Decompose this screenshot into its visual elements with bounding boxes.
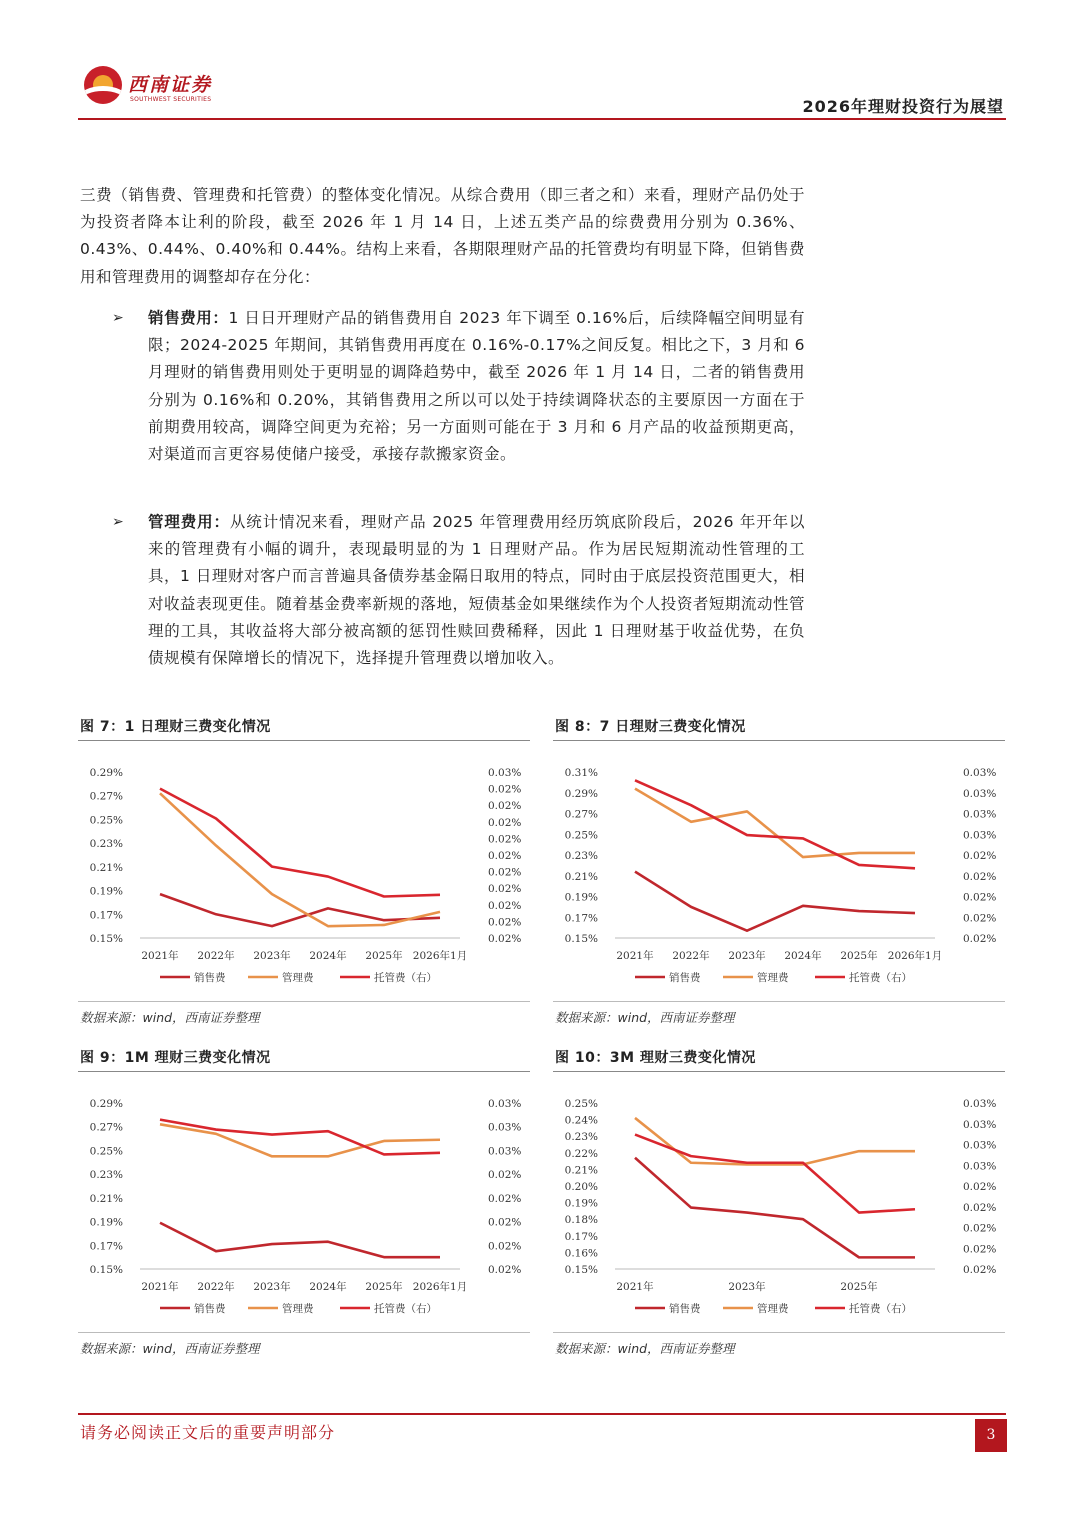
y-right-tick-label: 0.02% <box>488 916 522 929</box>
y-left-tick-label: 0.19% <box>89 885 123 898</box>
bullet-icon: ➢ <box>112 514 124 530</box>
report-title: 2026年理财投资行为展望 <box>802 97 1004 116</box>
x-tick-label: 2023年 <box>253 1281 291 1293</box>
y-left-tick-label: 0.17% <box>564 912 598 925</box>
figure-title: 图 9：1M 理财三费变化情况 <box>80 1050 271 1066</box>
x-tick-label: 2021年 <box>616 950 654 962</box>
x-tick-label: 2023年 <box>728 1281 766 1293</box>
figure-rule <box>78 740 530 741</box>
company-logo-icon <box>84 66 122 104</box>
y-right-tick-label: 0.02% <box>488 899 522 912</box>
figure-9 <box>78 1047 530 1359</box>
intro-paragraph: 三费（销售费、管理费和托管费）的整体变化情况。从综合费用（即三者之和）来看，理财产品仍处于为投资者降本让利的阶段，截至 2026 年 1 月 14 日，上述五类产品的综费费用分别为 0.36%、0.43%、0.44%、0.40%和 0.44%。结构上来看，各期限理财产品的托管费均有明显下降，但销售费用和管理费用的调整却存在分化： <box>80 186 805 286</box>
y-left-tick-label: 0.19% <box>564 891 598 904</box>
figure-rule <box>78 1001 530 1002</box>
figure-10 <box>553 1047 1005 1359</box>
figure-source: 数据来源：wind，西南证券整理 <box>555 1010 735 1025</box>
series-line-1 <box>160 793 440 926</box>
y-left-tick-label: 0.21% <box>89 861 123 874</box>
chart-3m <box>553 1077 1005 1332</box>
y-left-tick-label: 0.29% <box>564 787 598 800</box>
y-left-tick-label: 0.25% <box>89 814 123 827</box>
x-tick-label: 2025年 <box>365 1281 403 1293</box>
figure-rule <box>553 1001 1005 1002</box>
series-line-2 <box>635 780 915 868</box>
y-right-tick-label: 0.03% <box>488 1098 522 1110</box>
y-right-tick-label: 0.03% <box>963 1139 997 1152</box>
figure-rule <box>553 740 1005 741</box>
legend-label: 托管费（右） <box>374 1303 437 1315</box>
mgmt-fee-text: 从统计情况来看，理财产品 2025 年管理费用经历筑底阶段后，2026 年开年以来的管理费有小幅的调升，表现最明显的为 1 日理财产品。作为居民短期流动性管理的工具，1 日理财对客户而言普遍具备债券基金隔日取用的特点，同时由于底层投资范围更大，相对收益表现更佳。随着基金费率新规的落地，短债基金如果继续作为个人投资者短期流动性管理的工具，其收益将大部分被高额的惩罚性赎回费稀释，因此 1 日理财基于收益优势，在负债规模有保障增长的情况下，选择提升管理费以增加收入。 <box>148 513 805 668</box>
y-left-tick-label: 0.23% <box>89 838 123 851</box>
y-left-tick-label: 0.27% <box>564 808 598 821</box>
y-left-tick-label: 0.21% <box>89 1192 123 1205</box>
y-left-tick-label: 0.25% <box>564 829 598 842</box>
x-tick-label: 2024年 <box>784 950 822 962</box>
y-right-tick-label: 0.02% <box>963 1222 997 1235</box>
legend-label: 管理费 <box>757 972 789 984</box>
x-tick-label: 2025年 <box>840 1281 878 1293</box>
y-left-tick-label: 0.23% <box>89 1169 123 1182</box>
y-right-tick-label: 0.02% <box>488 866 522 879</box>
figure-source: 数据来源：wind，西南证券整理 <box>80 1341 260 1356</box>
y-left-tick-label: 0.29% <box>89 1098 123 1110</box>
x-tick-label: 2024年 <box>309 950 347 962</box>
y-right-tick-label: 0.02% <box>963 1264 997 1276</box>
y-right-tick-label: 0.03% <box>963 808 997 821</box>
legend-label: 销售费 <box>194 1303 226 1315</box>
y-left-tick-label: 0.31% <box>564 767 598 779</box>
y-right-tick-label: 0.02% <box>963 933 997 945</box>
y-right-tick-label: 0.02% <box>488 783 522 796</box>
chart-7d <box>553 746 1005 1001</box>
page-header <box>78 62 1006 120</box>
y-left-tick-label: 0.27% <box>89 790 123 803</box>
x-tick-label: 2024年 <box>309 1281 347 1293</box>
x-tick-label: 2022年 <box>672 950 710 962</box>
legend-label: 管理费 <box>757 1303 789 1315</box>
legend-label: 管理费 <box>282 972 314 984</box>
x-tick-label: 2023年 <box>253 950 291 962</box>
y-left-tick-label: 0.15% <box>89 1264 123 1276</box>
y-right-tick-label: 0.02% <box>963 850 997 862</box>
figure-title: 图 10：3M 理财三费变化情况 <box>555 1050 756 1066</box>
y-left-tick-label: 0.23% <box>564 850 598 862</box>
series-line-0 <box>635 1158 915 1258</box>
figure-rule <box>553 1071 1005 1072</box>
x-tick-label: 2021年 <box>141 1281 179 1293</box>
y-right-tick-label: 0.02% <box>963 912 997 925</box>
legend-label: 托管费（右） <box>374 972 437 984</box>
y-left-tick-label: 0.18% <box>564 1214 598 1227</box>
figure-8 <box>553 716 1005 1028</box>
y-left-tick-label: 0.24% <box>564 1114 598 1127</box>
x-tick-label: 2022年 <box>197 950 235 962</box>
y-left-tick-label: 0.20% <box>564 1181 598 1193</box>
y-left-tick-label: 0.17% <box>564 1230 598 1243</box>
y-left-tick-label: 0.27% <box>89 1121 123 1134</box>
y-right-tick-label: 0.02% <box>963 1181 997 1193</box>
figure-source: 数据来源：wind，西南证券整理 <box>555 1341 735 1356</box>
chart-1d <box>78 746 530 1001</box>
series-line-2 <box>160 1120 440 1155</box>
mgmt-fee-label: 管理费用： <box>148 513 230 531</box>
legend-label: 托管费（右） <box>849 972 912 984</box>
y-left-tick-label: 0.15% <box>564 933 598 945</box>
y-left-tick-label: 0.19% <box>89 1216 123 1229</box>
legend-label: 托管费（右） <box>849 1303 912 1315</box>
y-right-tick-label: 0.03% <box>963 1160 997 1173</box>
sales-fee-label: 销售费用： <box>148 309 229 327</box>
x-tick-label: 2026年1月 <box>887 950 943 962</box>
y-left-tick-label: 0.21% <box>564 870 598 883</box>
series-line-2 <box>160 789 440 897</box>
x-tick-label: 2025年 <box>365 950 403 962</box>
y-right-tick-label: 0.03% <box>963 1098 997 1110</box>
disclaimer-note: 请务必阅读正文后的重要声明部分 <box>80 1423 336 1442</box>
y-right-tick-label: 0.02% <box>488 933 522 945</box>
y-right-tick-label: 0.02% <box>488 1169 522 1182</box>
footer-divider <box>78 1413 1006 1415</box>
y-right-tick-label: 0.02% <box>488 883 522 896</box>
legend-label: 销售费 <box>669 972 701 984</box>
figure-rule <box>78 1332 530 1333</box>
y-right-tick-label: 0.03% <box>488 1121 522 1134</box>
y-left-tick-label: 0.17% <box>89 1240 123 1253</box>
x-tick-label: 2021年 <box>141 950 179 962</box>
logo-text-en: SOUTHWEST SECURITIES <box>130 96 212 103</box>
chart-1m <box>78 1077 530 1332</box>
y-right-tick-label: 0.02% <box>963 891 997 904</box>
x-tick-label: 2022年 <box>197 1281 235 1293</box>
y-right-tick-label: 0.02% <box>488 1240 522 1253</box>
figure-title: 图 7：1 日理财三费变化情况 <box>80 719 271 735</box>
legend-label: 销售费 <box>194 972 226 984</box>
x-tick-label: 2026年1月 <box>412 950 468 962</box>
x-tick-label: 2026年1月 <box>412 1281 468 1293</box>
y-left-tick-label: 0.21% <box>564 1164 598 1177</box>
y-left-tick-label: 0.19% <box>564 1197 598 1210</box>
bullet-icon: ➢ <box>112 310 124 326</box>
y-right-tick-label: 0.02% <box>488 850 522 862</box>
x-tick-label: 2021年 <box>616 1281 654 1293</box>
series-line-0 <box>635 872 915 931</box>
y-left-tick-label: 0.23% <box>564 1131 598 1144</box>
header-divider <box>78 118 1006 120</box>
y-right-tick-label: 0.02% <box>963 1201 997 1214</box>
x-tick-label: 2025年 <box>840 950 878 962</box>
y-right-tick-label: 0.03% <box>488 1145 522 1158</box>
y-right-tick-label: 0.02% <box>488 833 522 846</box>
sales-fee-paragraph <box>148 305 805 468</box>
y-left-tick-label: 0.22% <box>564 1147 598 1160</box>
series-line-1 <box>635 1118 915 1164</box>
figure-source: 数据来源：wind，西南证券整理 <box>80 1010 260 1025</box>
legend-label: 销售费 <box>669 1303 701 1315</box>
y-right-tick-label: 0.02% <box>488 1216 522 1229</box>
x-tick-label: 2023年 <box>728 950 766 962</box>
y-right-tick-label: 0.02% <box>963 1243 997 1256</box>
sales-fee-text: 1 日日开理财产品的销售费用自 2023 年下调至 0.16%后，后续降幅空间明显有限；2024-2025 年期间，其销售费用再度在 0.16%-0.17%之间反复。相比之下，3 月和 6 月理财的销售费用则处于更明显的调降趋势中，截至 2026 年 1 月 14 日，二者的销售费用分别为 0.16%和 0.20%，其销售费用之所以可以处于持续调降状态的主要原因一方面在于前期费用较高，调降空间更为充裕；另一方面则可能在于 3 月和 6 月产品的收益预期更高，对渠道而言更容易使储户接受，承接存款搬家资金。 <box>148 309 805 464</box>
y-right-tick-label: 0.03% <box>488 767 522 779</box>
figure-rule <box>78 1071 530 1072</box>
series-line-2 <box>635 1135 915 1213</box>
y-left-tick-label: 0.15% <box>89 933 123 945</box>
y-right-tick-label: 0.03% <box>963 1118 997 1131</box>
y-left-tick-label: 0.16% <box>564 1247 598 1260</box>
y-right-tick-label: 0.03% <box>963 767 997 779</box>
mgmt-fee-paragraph <box>148 509 805 672</box>
y-right-tick-label: 0.02% <box>488 1264 522 1276</box>
legend-label: 管理费 <box>282 1303 314 1315</box>
y-right-tick-label: 0.03% <box>963 787 997 800</box>
y-left-tick-label: 0.29% <box>89 767 123 779</box>
y-right-tick-label: 0.02% <box>963 870 997 883</box>
series-line-1 <box>160 1124 440 1156</box>
y-left-tick-label: 0.17% <box>89 909 123 922</box>
y-right-tick-label: 0.02% <box>488 816 522 829</box>
figure-rule <box>553 1332 1005 1333</box>
y-right-tick-label: 0.03% <box>963 829 997 842</box>
y-left-tick-label: 0.25% <box>564 1098 598 1110</box>
figure-7 <box>78 716 530 1028</box>
y-left-tick-label: 0.25% <box>89 1145 123 1158</box>
figure-title: 图 8：7 日理财三费变化情况 <box>555 719 746 735</box>
y-right-tick-label: 0.02% <box>488 1192 522 1205</box>
series-line-0 <box>160 1223 440 1257</box>
logo-text-cn: 西南证券 <box>128 74 213 96</box>
page-number: 3 <box>975 1419 1007 1452</box>
y-right-tick-label: 0.02% <box>488 800 522 813</box>
y-left-tick-label: 0.15% <box>564 1264 598 1276</box>
